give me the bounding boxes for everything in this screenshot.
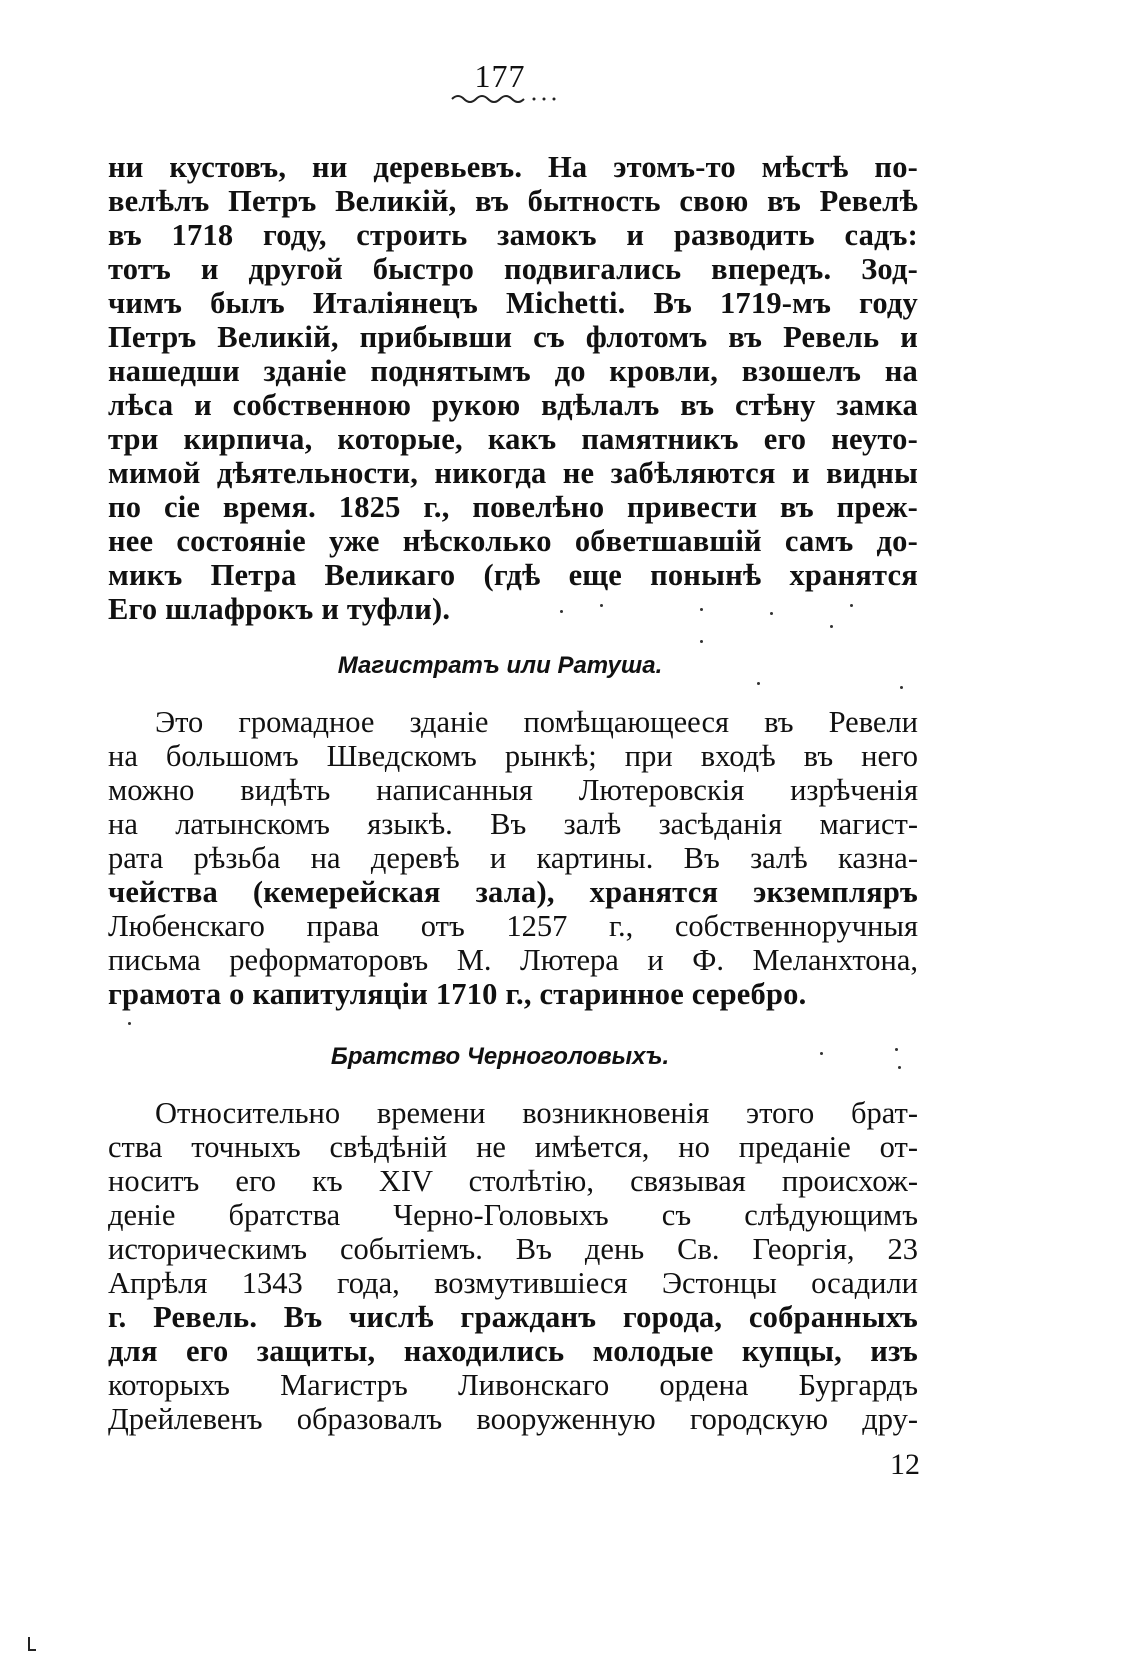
text-line: письма реформаторовъ М. Лютера и Ф. Меланхтона, <box>108 943 918 977</box>
text-line: чейства (кемерейская зала), хранятся экземпляръ <box>108 875 918 909</box>
scan-speck <box>895 1048 898 1051</box>
text-line: по сіе время. 1825 г., повелѣно привести въ преж- <box>108 490 918 524</box>
scan-speck <box>700 608 703 611</box>
text-line: которыхъ Магистръ Ливонскаго ордена Бургардъ <box>108 1368 918 1402</box>
page-number: 177 <box>474 58 526 94</box>
scan-speck <box>770 612 773 615</box>
scan-speck <box>757 682 760 685</box>
text-line: рата рѣзьба на деревѣ и картины. Въ залѣ казна- <box>108 841 918 875</box>
wavy-ornament <box>450 92 560 106</box>
text-line: нее состояніе уже нѣсколько обветшавшій самъ до- <box>108 524 918 558</box>
text-line: лѣса и собственною рукою вдѣлалъ въ стѣну замка <box>108 388 918 422</box>
text-line: три кирпича, которые, какъ памятникъ его неуто- <box>108 422 918 456</box>
section-heading: Магистратъ или Ратуша. <box>337 652 663 679</box>
text-line: велѣлъ Петръ Великій, въ бытность свою въ Ревелѣ <box>108 184 918 218</box>
text-line: въ 1718 году, строить замокъ и разводить садъ: <box>108 218 918 252</box>
text-line: Любенскаго права отъ 1257 г., собственноручныя <box>108 909 918 943</box>
signature-mark: 12 <box>890 1448 920 1481</box>
text-line: мимой дѣятельности, никогда не забѣляются и видны <box>108 456 918 490</box>
text-line: грамота о капитуляціи 1710 г., старинное серебро. <box>108 977 807 1011</box>
text-line: для его защиты, находились молодые купцы, изъ <box>108 1334 918 1368</box>
text-line: Петръ Великій, прибывши съ флотомъ въ Ревель и <box>108 320 918 354</box>
text-line: историческимъ событіемъ. Въ день Св. Георгія, 23 <box>108 1232 918 1266</box>
scan-speck <box>830 625 833 628</box>
text-line: на латынскомъ языкѣ. Въ залѣ засѣданія магист- <box>108 807 918 841</box>
text-line: чимъ былъ Италіянецъ Michetti. Въ 1719-мъ году <box>108 286 918 320</box>
scan-speck <box>600 604 603 607</box>
text-line: ни кустовъ, ни деревьевъ. На этомъ-то мѣстѣ по- <box>108 150 918 184</box>
text-line: деніе братства Черно-Головыхъ съ слѣдующимъ <box>108 1198 918 1232</box>
text-line: можно видѣть написанныя Лютеровскія изрѣченія <box>108 773 918 807</box>
scan-speck <box>900 686 903 689</box>
text-line: Это громадное зданіе помѣщающееся въ Ревели <box>155 705 918 739</box>
text-line: ства точныхъ свѣдѣній не имѣется, но преданіе от- <box>108 1130 918 1164</box>
text-line: Относительно времени возникновенія этого брат- <box>155 1096 918 1130</box>
text-line: носитъ его къ XIV столѣтію, связывая происхож- <box>108 1164 918 1198</box>
text-line: нашедши зданіе поднятымъ до кровли, взошелъ на <box>108 354 918 388</box>
scan-speck <box>560 610 563 613</box>
scan-speck <box>898 1066 901 1069</box>
scan-speck <box>700 640 703 643</box>
section-heading: Братство Черноголовыхъ. <box>330 1043 670 1070</box>
text-line: Дрейлевенъ образовалъ вооруженную городскую дру- <box>108 1402 918 1436</box>
text-line: Его шлафрокъ и туфли). <box>108 592 451 626</box>
scan-speck <box>820 1052 823 1055</box>
scan-speck <box>128 1022 131 1025</box>
text-line: микъ Петра Великаго (гдѣ еще понынѣ хранятся <box>108 558 918 592</box>
text-line: на большомъ Шведскомъ рынкѣ; при входѣ въ него <box>108 739 918 773</box>
text-line: г. Ревель. Въ числѣ гражданъ города, собранныхъ <box>108 1300 918 1334</box>
text-line: тотъ и другой быстро подвигались впередъ. Зод- <box>108 252 918 286</box>
text-line: Апрѣля 1343 года, возмутившіеся Эстонцы осадили <box>108 1266 918 1300</box>
corner-mark <box>28 1637 30 1651</box>
scan-speck <box>850 604 853 607</box>
